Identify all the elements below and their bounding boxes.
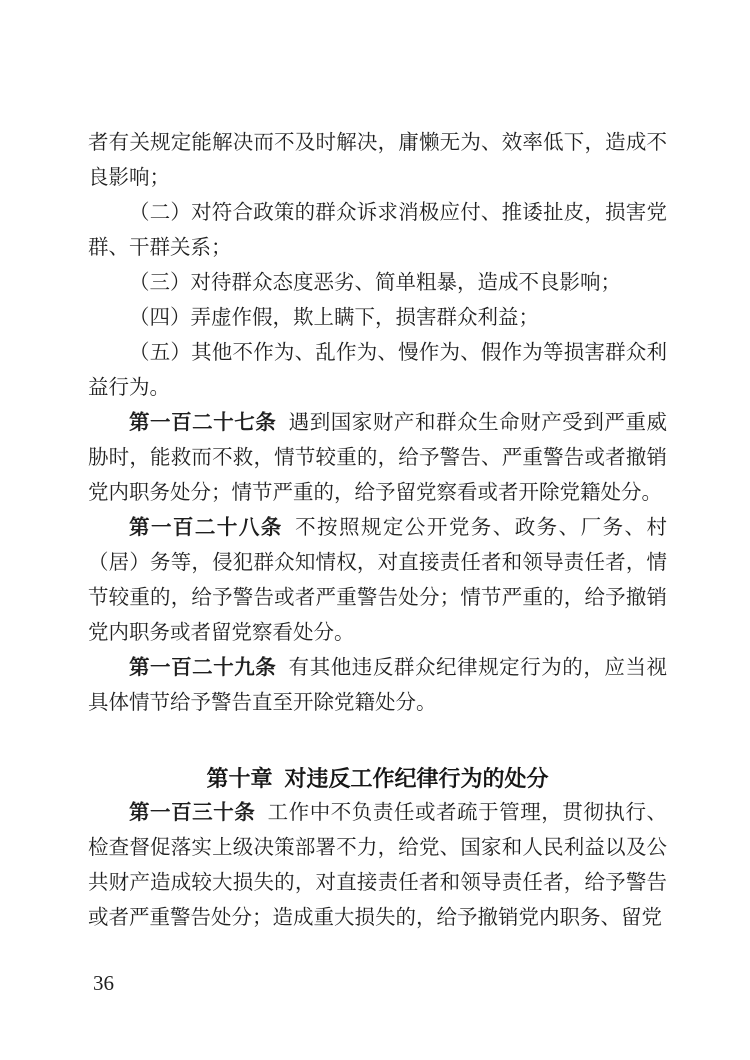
article-text: 遇到国家财产和群众生命财产受到严重威胁时，能救而不救，情节较重的，给予警告、严重警告或者撤销党内职务处分；情节严重的，给予留党察看或者开除党籍处分。 [88, 412, 668, 504]
chapter-heading [88, 761, 667, 796]
chapter-title: 对违反工作纪律行为的处分 [284, 766, 549, 791]
article-number: 第一百二十八条 [129, 517, 283, 539]
paragraph-article-127 [88, 406, 667, 511]
article-number: 第一百二十九条 [129, 657, 277, 679]
paragraph-article-130 [88, 796, 667, 936]
article-number: 第一百三十条 [129, 802, 256, 824]
article-text: 不按照规定公开党务、政务、厂务、村（居）务等，侵犯群众知情权，对直接责任者和领导责任者，情节较重的，给予警告或者严重警告处分；情节严重的，给予撤销党内职务或者留党察看处分。 [88, 517, 668, 644]
page-number: 36 [93, 971, 114, 995]
text-block [88, 126, 667, 936]
article-number: 第一百二十七条 [129, 412, 277, 434]
paragraph-list-item-5: （五）其他不作为、乱作为、慢作为、假作为等损害群众利益行为。 [88, 342, 667, 399]
paragraph-article-129 [88, 651, 667, 721]
paragraph-article-128 [88, 511, 667, 651]
article-text: 有其他违反群众纪律规定行为的，应当视具体情节给予警告直至开除党籍处分。 [88, 657, 668, 714]
chapter-number: 第十章 [206, 766, 273, 791]
paragraph-list-item-4: （四）弄虚作假，欺上瞒下，损害群众利益； [129, 307, 539, 329]
article-text: 工作中不负责任或者疏于管理，贯彻执行、检查督促落实上级决策部署不力，给党、国家和人民利益以及公共财产造成较大损失的，对直接责任者和领导责任者，给予警告或者严重警告处分；造成重大损失的，给予撤销党内职务、留党 [88, 802, 668, 929]
paragraph-continuation: 者有关规定能解决而不及时解决，庸懒无为、效率低下，造成不良影响； [88, 132, 667, 189]
paragraph-list-item-2: （二）对符合政策的群众诉求消极应付、推诿扯皮，损害党群、干群关系； [88, 202, 667, 259]
paragraph-list-item-3: （三）对待群众态度恶劣、简单粗暴，造成不良影响； [129, 272, 621, 294]
